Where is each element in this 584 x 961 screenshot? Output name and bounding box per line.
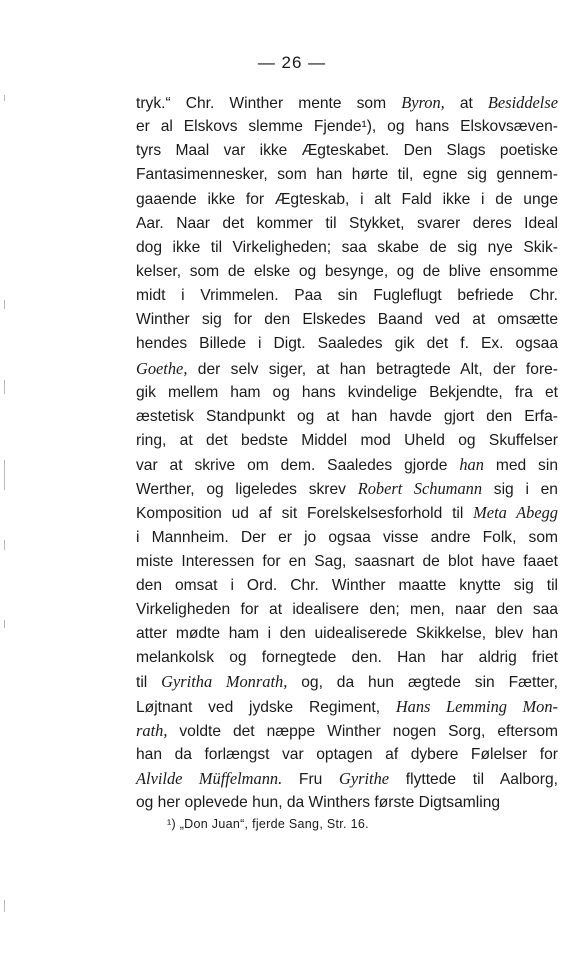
text-line: gik mellem ham og hans kvindelige Bekjendte, fra et: [136, 383, 558, 401]
text-line: den omsat i Ord. Chr. Winther maatte knytte sig til: [136, 576, 558, 594]
text-line: æstetisk Standpunkt og at han havde gjort den Erfa-: [136, 407, 558, 425]
text-line: Fantasimennesker, som han hørte til, egne sig gennem-: [136, 166, 558, 184]
text-line: i Mannheim. Der er jo ogsaa visse andre Folk, som: [136, 528, 558, 546]
text-line: midt i Vrimmelen. Paa sin Fugleflugt befriede Chr.: [136, 287, 558, 305]
page-number: — 26 —: [257, 53, 327, 72]
margin-specks: [0, 0, 10, 961]
text-line: til Gyritha Monrath, og, da hun ægtede sin Fætter,: [136, 672, 559, 692]
text-line: Virkeligheden for at idealisere den; men, naar den saa: [136, 600, 558, 618]
text-line: Alvilde Müffelmann. Fru Gyrithe flyttede til Aalborg,: [136, 768, 558, 788]
text-line: gaaende ikke for Ægteskab, i alt Fald ikke i de unge: [136, 190, 558, 208]
text-line: Løjtnant ved jydske Regiment, Hans Lemming Mon-: [136, 696, 559, 716]
body-text: [136, 91, 558, 815]
text-line: Winther sig for den Elskedes Baand ved at omsætte: [136, 311, 558, 329]
text-line: kelser, som de elske og besynge, og de blive ensomme: [136, 262, 558, 280]
text-line: rath, voldte det næppe Winther nogen Sorg, eftersom: [136, 720, 558, 740]
text-line: hendes Billede i Digt. Saaledes gik det f. Ex. ogsaa: [136, 335, 558, 353]
text-line: var at skrive om dem. Saaledes gjorde han med sin: [136, 455, 558, 475]
text-line: er al Elskovs slemme Fjende¹), og hans Elskovsæven-: [136, 118, 558, 136]
text-line: dog ikke til Virkeligheden; saa skabe de sig nye Skik-: [136, 238, 558, 256]
footnote: ¹) „Don Juan“, fjerde Sang, Str. 16.: [167, 817, 369, 831]
text-line: melankolsk og fornegtede den. Han har aldrig friet: [136, 649, 558, 667]
text-line: tyrs Maal var ikke Ægteskabet. Den Slags poetiske: [136, 142, 558, 160]
text-line: han da forlængst var optagen af dybere Følelser for: [136, 745, 558, 763]
text-line: miste Interessen for en Sag, saasnart de blot have faaet: [136, 552, 558, 570]
text-line: Komposition ud af sit Forelskelsesforhold til Meta Abegg: [136, 503, 558, 523]
text-line: tryk.“ Chr. Winther mente som Byron, at Besiddelse: [136, 93, 558, 112]
text-line: ring, at det bedste Middel mod Uheld og Skuffelser: [136, 431, 558, 449]
text-line: Goethe, der selv siger, at han betragtede Alt, der fore-: [136, 358, 558, 378]
text-line: Aar. Naar det kommer til Stykket, svarer deres Ideal: [136, 214, 558, 232]
text-line: Werther, og ligeledes skrev Robert Schumann sig i en: [136, 479, 558, 499]
text-line: og her oplevede hun, da Winthers første Digtsamling: [136, 794, 501, 812]
text-line: atter mødte ham i den uidealiserede Skikkelse, blev han: [136, 625, 558, 643]
